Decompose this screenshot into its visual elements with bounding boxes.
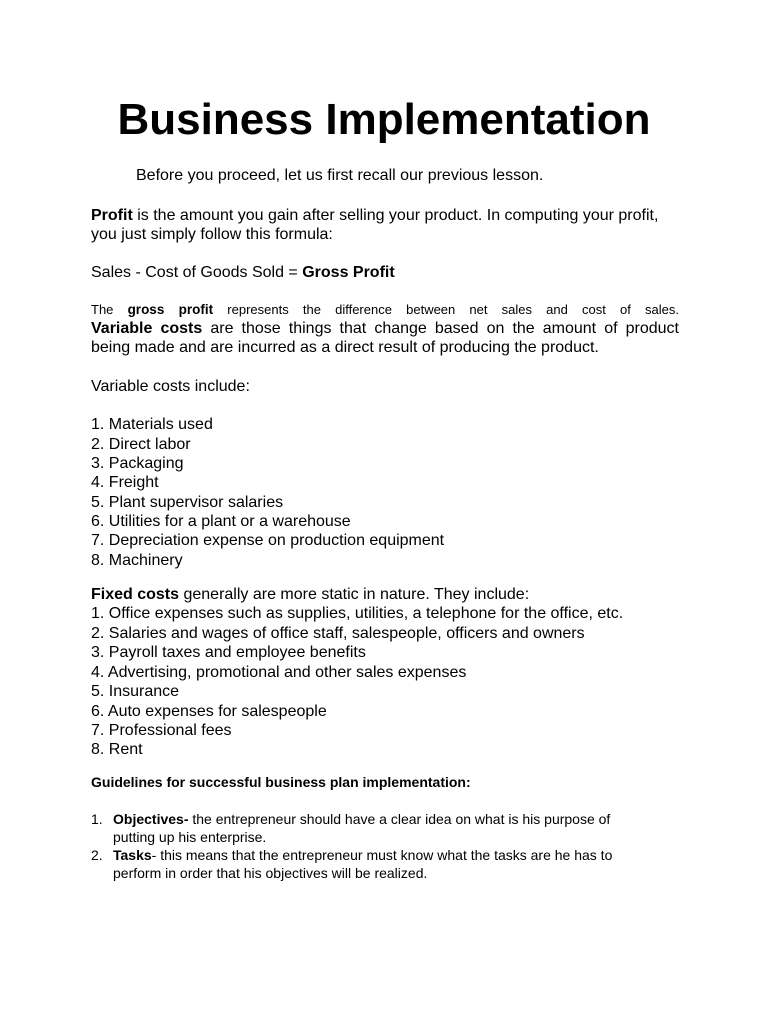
list-item: 2. Direct labor: [91, 435, 191, 453]
formula-line: [91, 263, 679, 282]
list-item: 4. Advertising, promotional and other sales expenses: [91, 664, 467, 681]
variable-costs-line-2: being made and are incurred as a direct result of producing the product.: [91, 339, 599, 356]
gross-profit-text-1: represents the difference between net sales and cost of sales.: [213, 302, 679, 317]
guideline-2-term: Tasks: [113, 847, 152, 863]
page-title: Business Implementation: [117, 95, 651, 144]
formula-text: Sales - Cost of Goods Sold =: [91, 264, 303, 281]
list-item: 8. Machinery: [91, 551, 183, 569]
guideline-1-text: the entrepreneur should have a clear idea on what is his purpose of: [188, 811, 611, 827]
profit-line-1: [91, 206, 679, 225]
list-item: 8. Rent: [91, 741, 143, 758]
variable-costs-line-1: [91, 319, 679, 338]
list-item: 6. Utilities for a plant or a warehouse: [91, 513, 351, 530]
formula-result: Gross Profit: [302, 264, 395, 281]
guideline-1-line-2: putting up his enterprise.: [113, 829, 267, 845]
guideline-1-term: Objectives-: [113, 811, 189, 827]
gross-profit-prefix: The: [91, 302, 128, 317]
guideline-1-line-1: [113, 810, 673, 828]
guideline-2-line-2: perform in order that his objectives will be realized.: [113, 865, 428, 881]
gross-profit-line-1: [91, 300, 679, 319]
fixed-costs-line: [91, 585, 679, 604]
list-item: 4. Freight: [91, 474, 159, 491]
list-item: 1. Office expenses such as supplies, utilities, a telephone for the office, etc.: [91, 605, 624, 622]
list-item: 2. Salaries and wages of office staff, salespeople, officers and owners: [91, 625, 585, 642]
list-item: 6. Auto expenses for salespeople: [91, 702, 327, 720]
guideline-number: 2.: [91, 847, 103, 863]
list-item: 7. Depreciation expense on production equipment: [91, 532, 445, 549]
list-item: 5. Plant supervisor salaries: [91, 493, 284, 511]
profit-term: Profit: [91, 207, 133, 224]
list-item: 7. Professional fees: [91, 722, 232, 739]
fixed-costs-text: generally are more static in nature. They include:: [179, 586, 530, 603]
variable-costs-heading: Variable costs include:: [91, 378, 250, 395]
guideline-2-text: - this means that the entrepreneur must know what the tasks are he has to: [151, 847, 613, 863]
variable-costs-term: Variable costs: [91, 320, 203, 337]
variable-costs-text-1: are those things that change based on the amount of product: [202, 320, 680, 337]
guideline-number: 1.: [91, 811, 103, 827]
fixed-costs-term: Fixed costs: [91, 586, 180, 603]
profit-text-1: is the amount you gain after selling your product. In computing your profit,: [132, 207, 659, 224]
profit-line-2: you just simply follow this formula:: [91, 226, 333, 243]
list-item: 3. Packaging: [91, 455, 184, 472]
guideline-2-line-1: [113, 846, 673, 864]
guidelines-heading: Guidelines for successful business plan implementation:: [91, 774, 471, 790]
list-item: 5. Insurance: [91, 683, 180, 700]
intro-text: Before you proceed, let us first recall our previous lesson.: [136, 167, 544, 184]
list-item: 3. Payroll taxes and employee benefits: [91, 644, 366, 661]
list-item: 1. Materials used: [91, 416, 213, 433]
gross-profit-term: gross profit: [127, 302, 214, 317]
